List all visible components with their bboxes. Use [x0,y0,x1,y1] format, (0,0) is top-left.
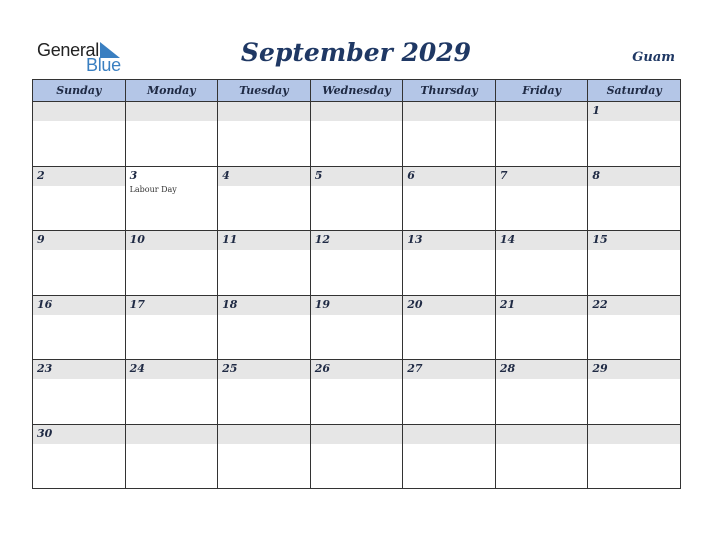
date-bar [218,102,310,121]
day-cell [125,360,218,425]
date-bar [588,425,680,444]
day-cell [310,102,403,167]
day-number: 1 [592,104,601,117]
day-cell [588,360,681,425]
day-cell [310,166,403,231]
day-number: 14 [499,233,516,246]
day-cell [403,231,496,296]
day-cell [125,166,218,231]
day-number: 30 [37,426,53,440]
date-bar [496,425,588,444]
day-number: 18 [222,297,238,311]
date-bar [496,167,588,186]
week-row [33,102,681,167]
day-number: 24 [129,362,145,375]
date-bar [588,102,680,121]
day-cell [310,295,403,360]
day-number: 27 [407,362,423,375]
day-number: 10 [129,233,145,246]
day-number: 29 [592,362,608,375]
day-number: 19 [314,297,330,311]
day-cell [310,424,403,489]
day-cell [403,102,496,167]
date-bar [311,167,403,186]
day-cell [218,102,311,167]
day-cell [218,360,311,425]
day-cell [588,424,681,489]
day-cell [495,295,588,360]
day-cell [403,166,496,231]
weekday-header: Sunday [33,80,126,102]
day-cell [588,102,681,167]
day-number: 4 [222,168,230,182]
day-cell [33,102,126,167]
day-cell [125,231,218,296]
day-number: 20 [407,297,423,311]
day-cell [310,231,403,296]
day-number: 15 [592,233,608,246]
logo-text-blue: Blue [86,55,121,75]
day-cell [403,424,496,489]
day-number: 3 [129,168,138,182]
day-number: 9 [37,233,45,246]
weekday-header: Tuesday [218,80,311,102]
weekday-header: Thursday [403,80,496,102]
day-cell [588,166,681,231]
week-row [33,295,681,360]
weekday-header: Friday [495,80,588,102]
day-cell [495,360,588,425]
week-row [33,166,681,231]
date-bar [403,167,495,186]
day-cell [125,102,218,167]
week-row [33,231,681,296]
day-number: 2 [37,168,45,182]
day-number: 23 [37,362,53,375]
day-number: 6 [407,168,415,182]
day-number: 16 [37,297,53,311]
date-bar [311,102,403,121]
day-number: 21 [499,297,516,311]
day-number: 5 [314,168,323,182]
day-cell [33,424,126,489]
day-cell [495,166,588,231]
day-number: 22 [592,297,608,311]
brand-logo [37,40,137,74]
week-row [33,424,681,489]
date-bar [588,167,680,186]
day-number: 28 [499,362,516,375]
day-cell [125,424,218,489]
holiday-label: Labour Day [129,184,177,194]
day-cell [495,424,588,489]
day-cell [218,166,311,231]
weekday-header: Saturday [588,80,681,102]
day-cell [588,231,681,296]
date-bar [126,425,218,444]
day-cell [33,166,126,231]
calendar-title: September 2029 [240,38,472,67]
day-cell [495,231,588,296]
region-label: Guam [632,50,675,65]
day-cell [495,102,588,167]
logo-text-general: General [37,40,99,60]
day-cell [310,360,403,425]
date-bar [126,102,218,121]
date-bar [403,102,495,121]
day-cell [218,424,311,489]
day-cell [403,295,496,360]
day-number: 25 [222,362,238,375]
day-number: 7 [499,168,508,182]
weekday-header-row [33,80,681,102]
date-bar [33,102,125,121]
day-number: 13 [407,233,423,246]
day-cell [218,295,311,360]
date-bar [403,425,495,444]
day-cell [403,360,496,425]
day-cell [125,295,218,360]
day-cell [33,295,126,360]
day-cell [33,360,126,425]
date-bar [33,231,125,250]
date-bar [218,425,310,444]
date-bar [33,167,125,186]
day-cell [588,295,681,360]
calendar-grid [32,79,681,489]
date-bar [311,425,403,444]
weekday-header: Monday [125,80,218,102]
day-cell [218,231,311,296]
date-bar [496,102,588,121]
day-number: 26 [314,362,330,375]
day-number: 8 [592,168,601,182]
day-number: 12 [314,233,330,246]
day-number: 11 [222,233,238,246]
weekday-header: Wednesday [310,80,403,102]
day-number: 17 [129,297,145,311]
date-bar [218,167,310,186]
day-cell [33,231,126,296]
week-row [33,360,681,425]
